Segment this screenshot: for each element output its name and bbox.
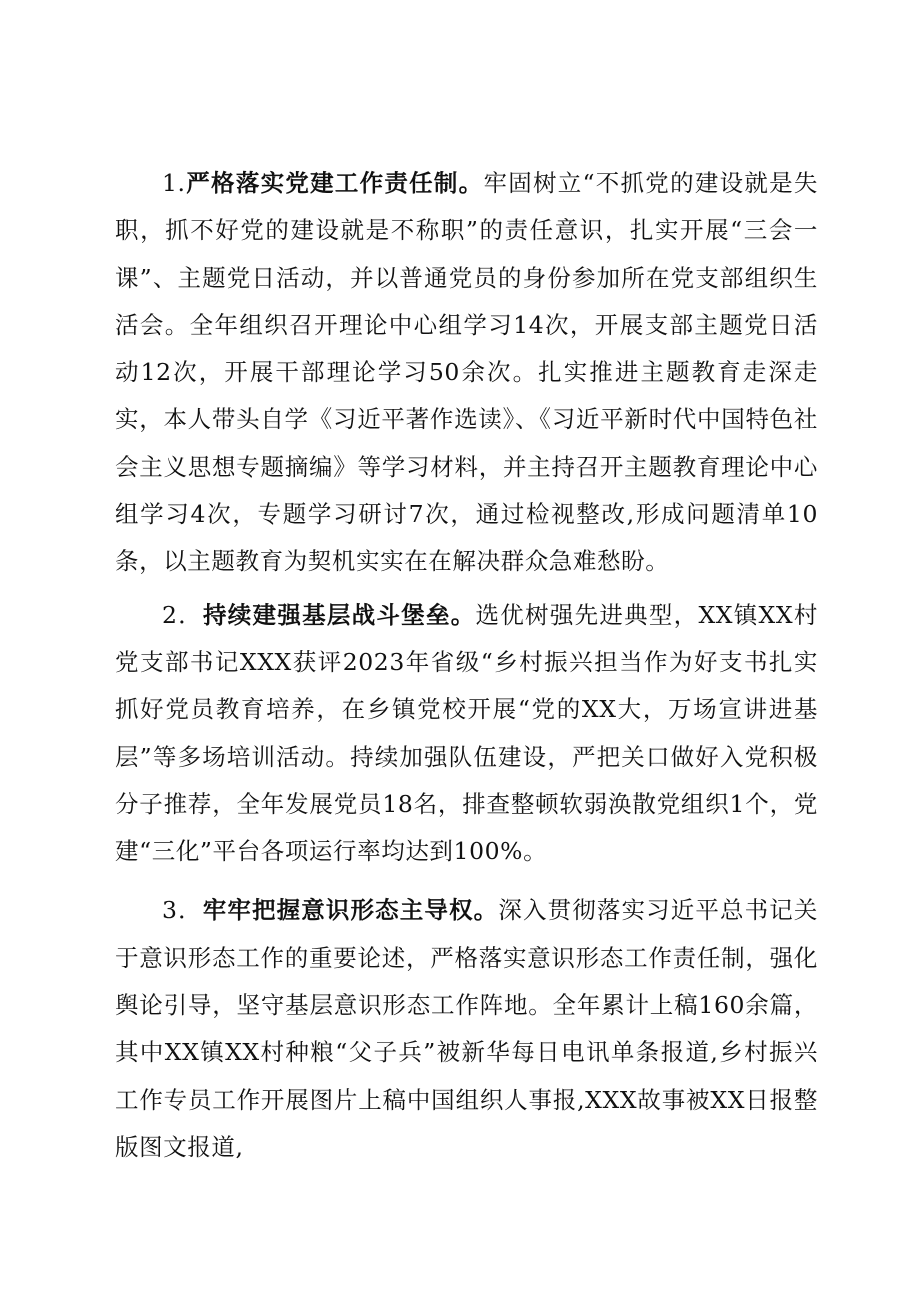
paragraph-heading: 严格落实党建工作责任制。 (185, 169, 484, 197)
paragraph-number: 3． (162, 896, 203, 925)
paragraph-heading: 持续建强基层战斗堡垒。 (203, 600, 476, 629)
paragraph-text: 深入贯彻落实习近平总书记关于意识形态工作的重要论述，严格落实意识形态工作责任制，强化舆论引导，坚守基层意识形态工作阵地。全年累计上稿160余篇，其中XX镇XX村种粮“父子兵”被新华每日电讯单条报道,乡村振兴工作专员工作开展图片上稿中国组织人事报,XXX故事被XX日报整版图文报道, (115, 896, 818, 1161)
paragraph-text: 牢固树立“不抓党的建设就是失职，抓不好党的建设就是不称职”的责任意识，扎实开展“三会一课”、主题党日活动，并以普通党员的身份参加所在党支部组织生活会。全年组织召开理论中心组学习14次，开展支部主题党日活动12次，开展干部理论学习50余次。扎实推进主题教育走深走实，本人带头自学《习近平著作选读》、《习近平新时代中国特色社会主义思想专题摘编》等学习材料，并主持召开主题教育理论中心组学习4次，专题学习研讨7次，通过检视整改,形成问题清单10条，以主题教育为契机实实在在解决群众急难愁盼。 (115, 169, 818, 576)
document-body (115, 160, 818, 1171)
paragraph-text: 选优树强先进典型，XX镇XX村党支部书记XXX获评2023年省级“乡村振兴担当作为好支书扎实抓好党员教育培养，在乡镇党校开展“党的XX大，万场宣讲进基层”等多场培训活动。持续加强队伍建设，严把关口做好入党积极分子推荐，全年发展党员18名，排查整顿软弱涣散党组织1个，党建“三化”平台各项运行率均达到100%。 (115, 600, 818, 866)
paragraph-1 (115, 160, 818, 586)
paragraph-number: 2． (162, 600, 203, 629)
paragraph-number: 1. (162, 169, 186, 197)
paragraph-heading: 牢牢把握意识形态主导权。 (202, 896, 499, 925)
paragraph-3 (115, 887, 818, 1171)
paragraph-2 (115, 592, 818, 876)
